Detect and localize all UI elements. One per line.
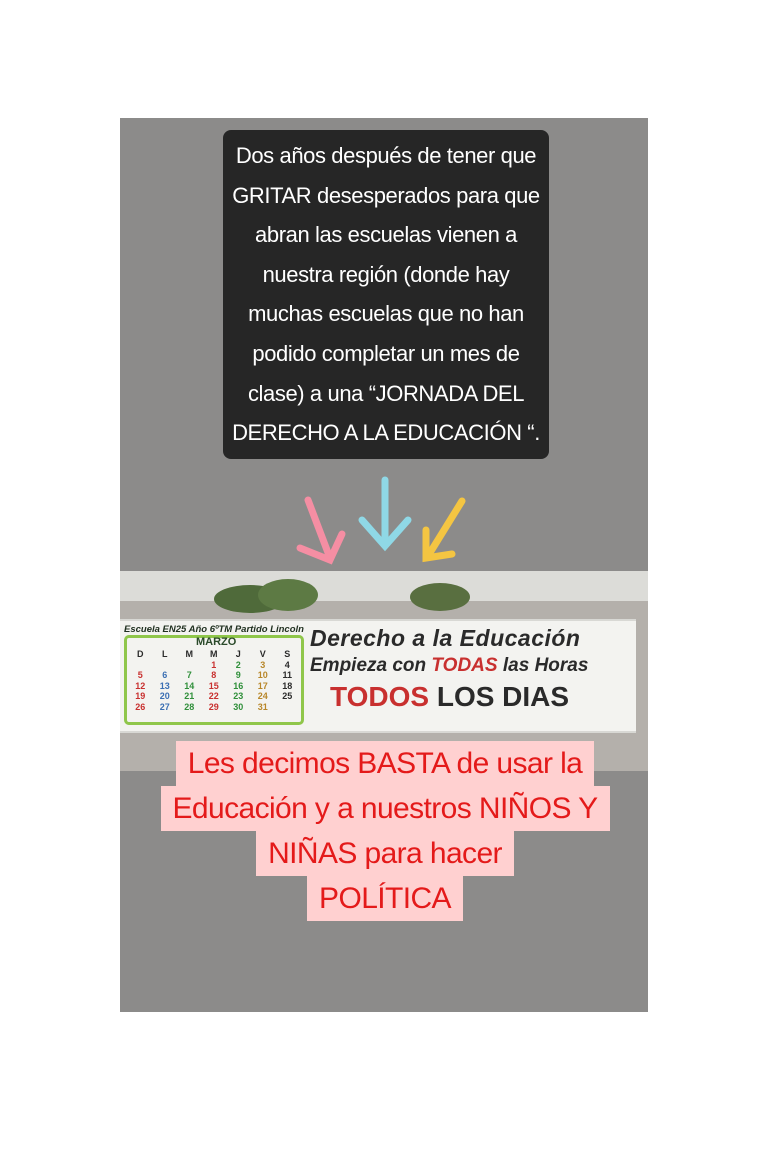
arrow-down-blue-icon (362, 480, 408, 546)
calendar-date: 18 (282, 680, 293, 691)
calendar-grid (128, 649, 300, 712)
caption-line: NIÑAS para hacer (256, 831, 514, 876)
calendar-week-row (128, 691, 300, 702)
calendar-date: 9 (235, 670, 241, 680)
calendar-date: 28 (184, 701, 195, 712)
caption-line: nuestra región (donde hay (262, 261, 510, 287)
calendar-days-row (128, 649, 300, 660)
slogan-line-1: Derecho a la Educación (310, 625, 581, 651)
calendar-date: 23 (233, 691, 244, 701)
calendar-date: 20 (159, 691, 170, 701)
calendar-day-label: S (284, 649, 291, 659)
calendar-day-label: M (210, 649, 218, 659)
calendar-date: 12 (135, 680, 146, 691)
slogan-text: las Horas (497, 655, 589, 676)
calendar-week-row (128, 660, 300, 671)
calendar-date: 21 (184, 691, 195, 701)
calendar-date: 3 (260, 659, 266, 670)
calendar-date: 7 (186, 670, 192, 680)
calendar-date: 26 (135, 701, 146, 712)
calendar-day-label: D (137, 649, 144, 659)
calendar-date: 25 (282, 691, 293, 701)
bottom-caption (158, 741, 612, 921)
slogan-line-2 (310, 655, 588, 677)
calendar-day-label: L (162, 649, 168, 659)
calendar-day-label: J (235, 649, 241, 659)
slogan-highlight: TODOS (330, 681, 430, 712)
caption-line: DERECHO A LA EDUCACIÓN “. (232, 420, 540, 446)
arrow-down-pink-icon (300, 500, 342, 560)
calendar-date: 6 (162, 670, 168, 680)
story-canvas (120, 118, 648, 1012)
top-caption (223, 130, 549, 459)
calendar-date (275, 702, 300, 713)
trees (210, 573, 470, 613)
slogan-text: Empieza con (310, 655, 432, 676)
calendar-day-label: V (259, 649, 266, 659)
calendar-date: 17 (257, 680, 268, 691)
calendar-date: 19 (135, 691, 146, 701)
calendar-date: 10 (257, 670, 268, 680)
caption-line: Les decimos BASTA de usar la (176, 741, 595, 786)
calendar-week-row (128, 681, 300, 692)
calendar-month: MARZO (196, 636, 237, 648)
caption-line: abran las escuelas vienen a (255, 222, 517, 248)
slogan-line-3 (330, 681, 569, 713)
calendar-date: 22 (208, 691, 219, 701)
calendar-date: 14 (184, 680, 195, 691)
calendar-date: 1 (211, 659, 217, 670)
calendar-date: 30 (233, 701, 244, 712)
protest-banner (120, 619, 636, 733)
calendar-date: 11 (282, 670, 292, 680)
caption-line: muchas escuelas que no han (248, 301, 524, 327)
calendar-day-label: M (185, 649, 193, 659)
slogan-text: LOS DIAS (429, 681, 570, 712)
calendar-date: 2 (235, 659, 241, 670)
calendar-date: 4 (284, 659, 290, 670)
calendar-date (128, 660, 153, 671)
calendar-date: 15 (208, 680, 219, 691)
caption-line: POLÍTICA (307, 876, 463, 921)
calendar-header: Escuela EN25 Año 6ºTM Partido Lincoln (124, 624, 304, 635)
caption-line: GRITAR desesperados para que (232, 182, 540, 208)
caption-line: Educación y a nuestros NIÑOS Y (161, 786, 610, 831)
calendar-week-row (128, 702, 300, 713)
calendar-date (177, 660, 202, 671)
slogan-highlight: TODAS (431, 655, 498, 676)
calendar-date: 16 (233, 680, 244, 691)
caption-line: clase) a una “JORNADA DEL (247, 380, 525, 406)
caption-line: podido completar un mes de (252, 340, 520, 366)
calendar-date: 29 (208, 701, 219, 712)
arrows-group (290, 468, 490, 578)
calendar-date: 13 (159, 680, 170, 691)
arrow-down-yellow-icon (426, 501, 462, 558)
calendar-date: 27 (159, 701, 170, 712)
calendar-week-row (128, 670, 300, 681)
calendar-date: 5 (137, 670, 143, 680)
calendar-date: 8 (211, 670, 217, 680)
calendar-date (153, 660, 178, 671)
calendar-date: 31 (257, 701, 268, 712)
caption-line: Dos años después de tener que (235, 143, 537, 168)
calendar-date: 24 (257, 691, 268, 701)
